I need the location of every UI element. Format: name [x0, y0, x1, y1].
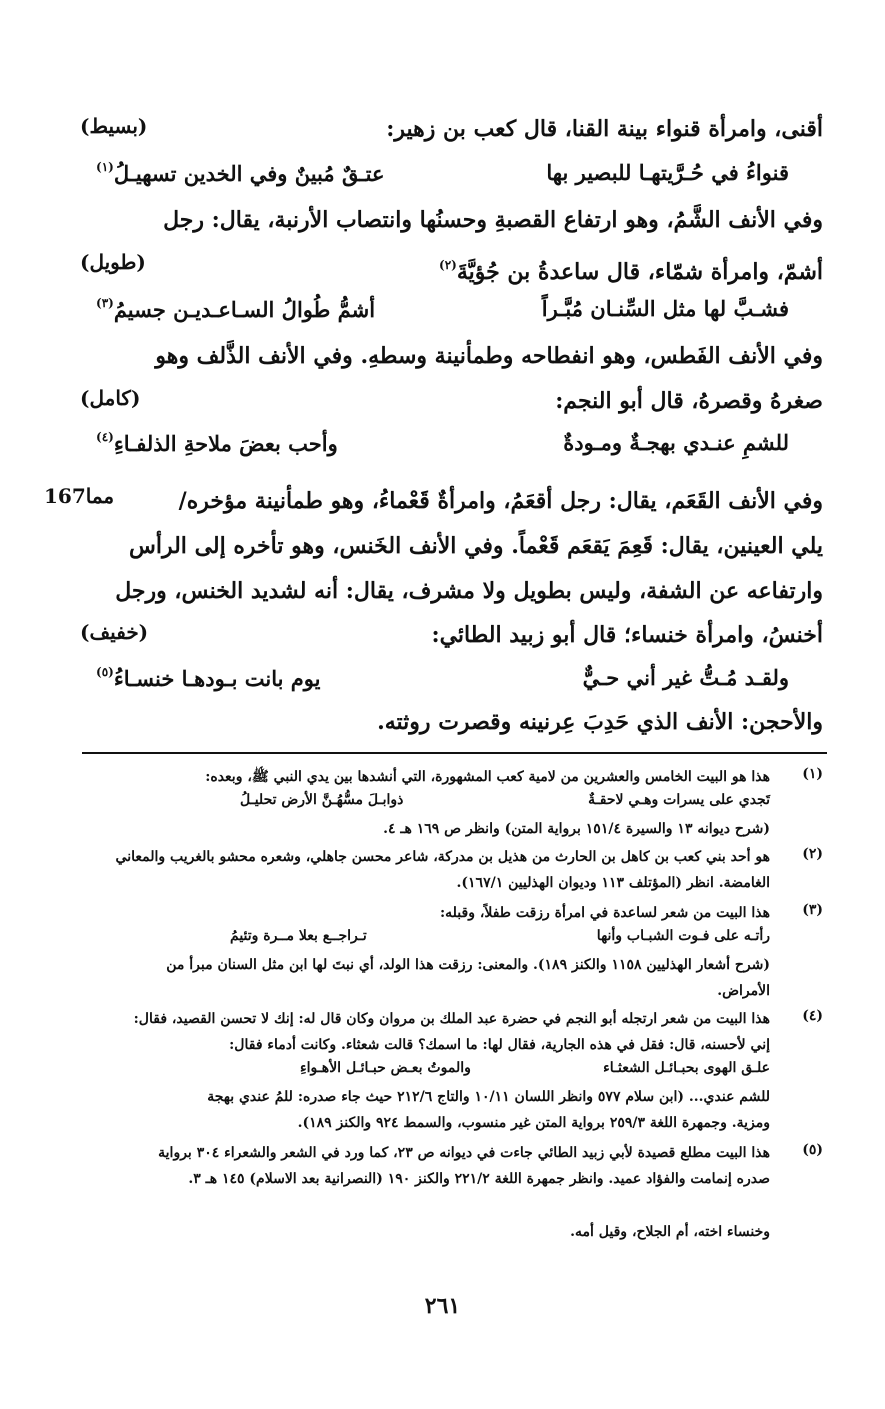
meter-label-3: (كامل)	[80, 386, 141, 410]
verse-3-second-hemistich	[96, 430, 338, 456]
footnote-5-number: (٥)	[802, 1142, 823, 1158]
verse-1-b-text: عتـقٌ مُبينٌ وفي الخدين تسهيـلُ	[113, 161, 385, 186]
body-line-1: أقنى، وامرأة قنواء بينة القنا، قال كعب بن زهير:	[386, 116, 823, 142]
footnote-ref-3: (٣)	[96, 296, 114, 310]
trailing-note: وخنساء اخته، أم الجلاح، وقيل أمه.	[570, 1224, 770, 1240]
footnote-1-line-2: (شرح ديوانه ١٣ والسيرة ١٥١/٤ برواية المتن) وانظر ص ١٦٩ هـ ٤.	[383, 821, 770, 837]
page-number: ٢٦١	[424, 1293, 461, 1319]
footnote-3-line-3: الأمراض.	[717, 983, 770, 999]
body-line-4: وفي الأنف الفَطس، وهو انفطاحه وطمأنينة وسطهِ. وفي الأنف الذَّلف وهو	[155, 343, 823, 369]
body-line-8: وارتفاعه عن الشفة، وليس بطويل ولا مشرف، يقال: أنه لشديد الخنس، ورجل	[115, 578, 823, 604]
body-line-2: وفي الأنف الشَّمُ، وهو ارتفاع القصبةِ وحسنُها وانتصاب الأرنبة، يقال: رجل	[163, 207, 823, 233]
footnote-2-line-1: هو أحد بني كعب بن كاهل بن الحارث من هذيل بن مدركة، شاعر محسن جاهلي، وشعره محشو بالغريب والمعاني	[115, 849, 770, 865]
verse-2-a-text: فشـبَّ لها مثل السِّنـان مُبَّـراً	[541, 296, 789, 321]
verse-4-first-hemistich	[583, 665, 789, 690]
verse-2-b-text: أشمُّ طُوالُ السـاعـديـن جسيمُ	[113, 297, 376, 322]
footnote-1-number: (١)	[802, 766, 823, 782]
body-line-6: وفي الأنف القَعَم، يقال: رجل أقعَمُ، وامرأةٌ قَعْماءُ، وهو طمأنينة مؤخره/	[178, 488, 823, 514]
footnote-1-line-1: هذا هو البيت الخامس والعشرين من لامية كعب المشهورة، التي أنشدها بين يدي النبي ﷺ، وبعده:	[205, 769, 770, 785]
body-line-9: أخنسُ، وامرأة خنساء؛ قال أبو زبيد الطائي:	[431, 622, 823, 648]
meter-label-2: (طويل)	[80, 250, 146, 274]
body-line-7: يلي العينين، يقال: قَعِمَ يَقعَم قَعْماً. وفي الأنف الخَنس، وهو تأخره إلى الرأس	[129, 533, 823, 559]
verse-1-first-hemistich	[546, 160, 789, 185]
footnote-separator	[82, 752, 827, 754]
footnote-4-line-4: ومزية. وجمهرة اللغة ٢٥٩/٣ برواية المتن غير منسوب، والسمط ٩٢٤ والكنز ١٨٩).	[297, 1115, 770, 1131]
footnote-2-number: (٢)	[802, 846, 823, 862]
footnote-3-line-1: هذا البيت من شعر لساعدة في امرأة رزقت طفلاً، وقبله:	[439, 905, 770, 921]
footnote-1-verse-b: ذوابـلَ مسُّهُـنَّ الأرض تحليـلُ	[240, 792, 404, 808]
verse-1-second-hemistich	[96, 160, 385, 186]
body-line-3	[78, 250, 823, 287]
verse-3-a-text: للشمِ عنـدي بهجـةٌ ومـودةٌ	[563, 430, 789, 455]
body-line-5: صغرهُ وقصرهُ، قال أبو النجم:	[555, 388, 823, 414]
footnote-3-verse-a: رأتـه على فـوت الشبـاب وأنها	[596, 928, 770, 944]
verse-4-b-text: يوم بانت بـودهـا خنسـاءُ	[113, 666, 321, 691]
footnote-5-line-1: هذا البيت مطلع قصيدة لأبي زبيد الطائي جاءت في ديوانه ص ٢٣، كما ورد في الشعر والشعراء ٣٠٤ برواية	[158, 1145, 770, 1161]
verse-4-second-hemistich	[96, 665, 320, 691]
footnote-4-verse-b: والموتُ بعـض حبـائـل الأهـواءِ	[300, 1060, 471, 1076]
body-line-10: والأحجن: الأنف الذي حَدِبَ عِرنينه وقصرت روثته.	[377, 709, 823, 735]
footnote-ref-2: (٢)	[439, 258, 457, 272]
verse-3-b-text: وأحب بعضَ ملاحةِ الذلفـاءِ	[113, 431, 338, 456]
footnote-ref-1: (١)	[96, 160, 114, 174]
body-line-3-text: أشمّ، وامرأة شمّاء، قال ساعدةُ بن جُؤيَّةَ	[456, 259, 823, 285]
footnote-3-number: (٣)	[802, 902, 823, 918]
verse-1-a-text: قنواءُ في حُـرَّيتهـا للبصير بها	[546, 160, 789, 185]
verse-3-first-hemistich	[563, 430, 789, 455]
footnote-3-verse-b: تـراجــع بعلا مــرة وتئيمُ	[230, 928, 367, 944]
footnote-4-line-1: هذا البيت من شعر ارتجله أبو النجم في حضرة عبد الملك بن مروان وكان قال له: إنك لا تحسن القصيد، فقال:	[133, 1011, 770, 1027]
manuscript-folio-note: 167مما	[44, 484, 115, 508]
footnote-5-line-2: صدره إنمامت والفؤاد عميد. وانظر جمهرة اللغة ٢٢١/٢ والكنز ١٩٠ (النصرانية بعد الاسلام) ١٤٥ هـ ٣.	[188, 1171, 770, 1187]
footnote-4-line-2: إني لأحسنه، قال: فقل في هذه الجارية، فقال لها: ما اسمك؟ قالت شعثاء. وكانت أدماء فقال:	[229, 1037, 770, 1053]
footnote-1-verse-a: تَجدي على يسرات وهـي لاحقـةٌ	[588, 792, 770, 808]
footnote-2-line-2: الغامضة. انظر (المؤتلف ١١٣ وديوان الهذليين ١٦٧/١).	[456, 875, 770, 891]
footnote-3-line-2: (شرح أشعار الهذليين ١١٥٨ والكنز ١٨٩). والمعنى: رزقت هذا الولد، أي نبتَ لها ابن مثل السنان مبرأ من	[166, 957, 770, 973]
footnote-4-verse-a: علـق الهوى بحبـائـل الشعثـاء	[603, 1060, 770, 1076]
verse-2-second-hemistich	[96, 296, 375, 322]
meter-label-1: (بسيط)	[80, 114, 148, 138]
verse-2-first-hemistich	[542, 296, 789, 321]
verse-4-a-text: ولقـد مُـتُّ غير أني حـيٌّ	[582, 665, 789, 690]
footnote-4-number: (٤)	[802, 1008, 823, 1024]
meter-label-4: (خفيف)	[80, 620, 149, 644]
footnote-ref-4: (٤)	[96, 430, 114, 444]
footnote-4-line-3: للشم عندي... (ابن سلام ٥٧٧ وانظر اللسان ١٠/١١ والتاج ٢١٢/٦ حيث جاء صدره: للمُ عندي بهجة	[207, 1089, 770, 1105]
footnote-ref-5: (٥)	[96, 665, 114, 679]
